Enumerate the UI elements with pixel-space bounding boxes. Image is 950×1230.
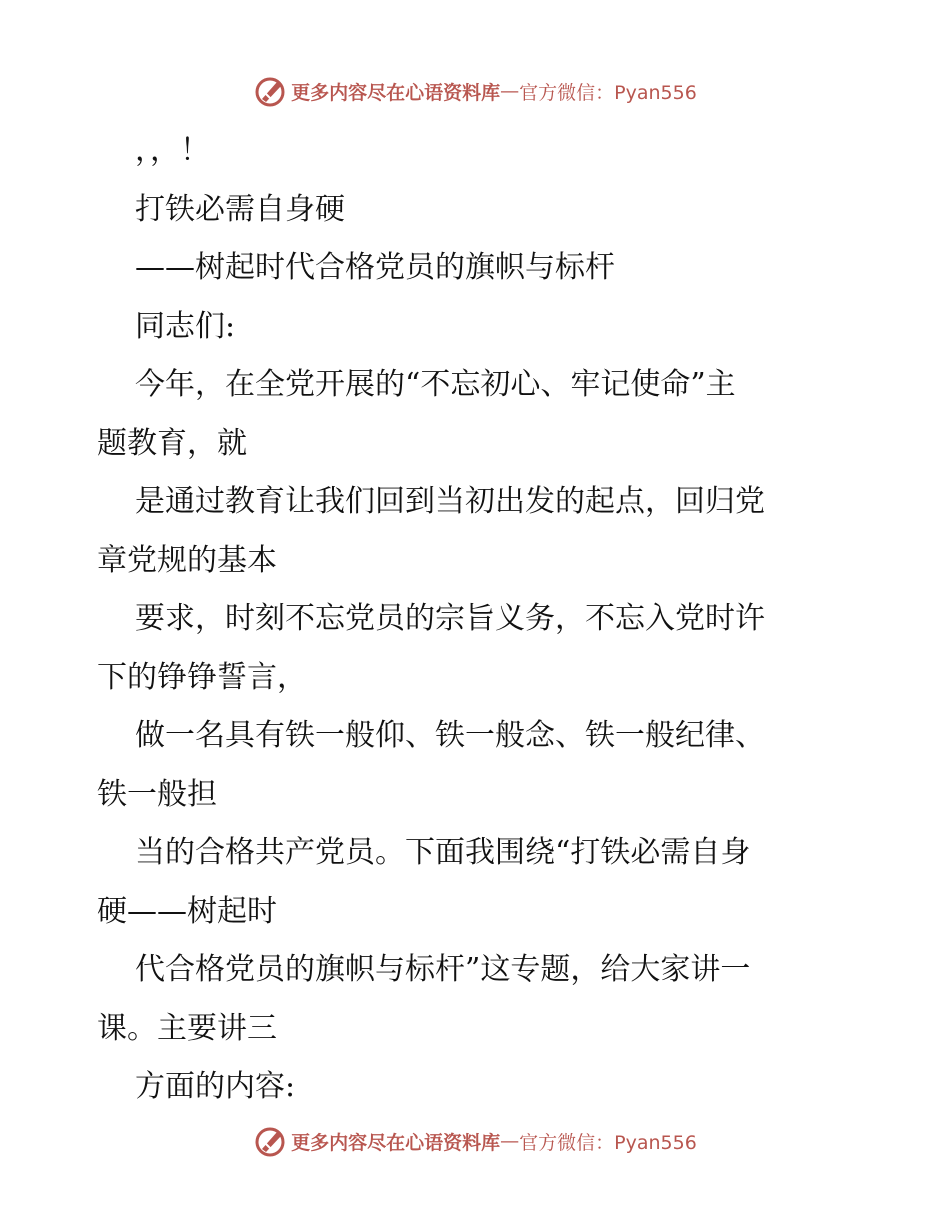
footer-banner-separator: — [500,1130,520,1152]
header-banner-wechat: 官方微信：Pyan556 [519,81,697,104]
doc-line: 铁一般担 [97,776,217,812]
doc-line: 做一名具有铁一般仰、铁一般念、铁一般纪律、 [135,718,765,753]
doc-line: 当的合格共产党员。下面我围绕“打铁必需自身 [135,835,751,870]
doc-line: ，，！ [135,133,210,168]
header-banner-main-text: 更多内容尽在心语资料库 [291,81,501,104]
doc-line: 硬——树起时 [97,893,277,929]
doc-line: 今年，在全党开展的“不忘初心、牢记使命”主 [135,367,736,402]
footer-banner [0,1121,950,1161]
doc-line: 下的铮铮誓言， [97,659,307,695]
doc-line: 题教育，就 [97,425,247,461]
doc-title: 打铁必需自身硬 [135,191,345,227]
doc-line: 是通过教育让我们回到当初出发的起点，回归党 [135,484,765,519]
document-body [97,122,867,1117]
doc-line: 要求，时刻不忘党员的宗旨义务，不忘入党时许 [135,601,765,636]
doc-salutation: 同志们: [135,308,236,344]
header-banner-separator: — [500,80,520,102]
doc-line: 方面的内容: [135,1069,296,1104]
pen-emblem-icon [253,74,287,108]
doc-subtitle: ——树起时代合格党员的旗帜与标杆 [135,250,615,285]
footer-banner-wechat: 官方微信：Pyan556 [519,1131,697,1154]
footer-banner-main-text: 更多内容尽在心语资料库 [291,1131,501,1154]
doc-line: 课。主要讲三 [97,1010,277,1046]
doc-line: 章党规的基本 [97,542,277,578]
doc-line: 代合格党员的旗帜与标杆”这专题，给大家讲一 [135,952,751,987]
pen-emblem-icon [253,1124,287,1158]
header-banner [0,71,950,111]
